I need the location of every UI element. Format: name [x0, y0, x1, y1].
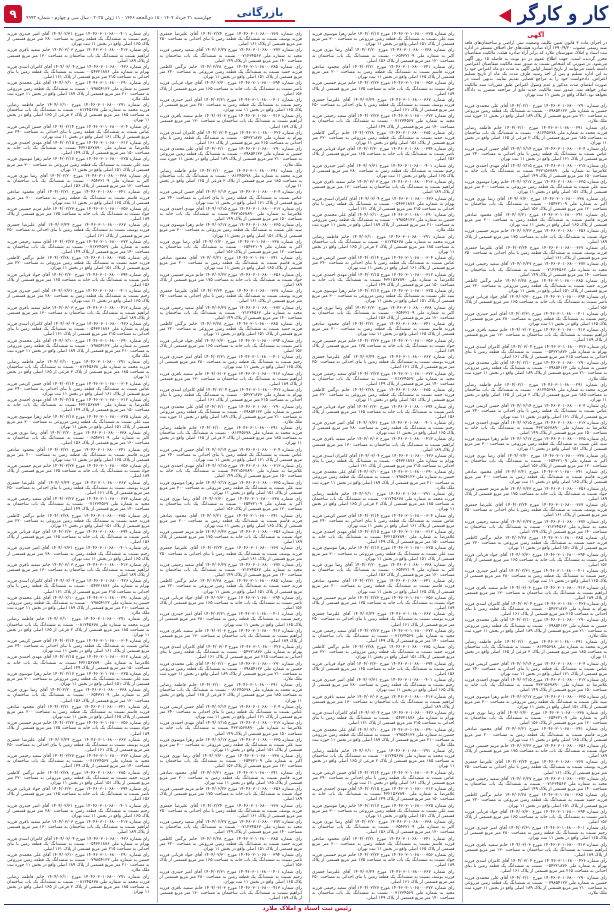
notice-entry: رای شماره ۱۴۰۴۶۰۳۰۱۰۶۸۰۰۰۳۸۵ مورخ ۱۴۰۴/۰۲/۲۸ خانم نرگس کاظمی فرزند حمید نسبت به ششدانگ یک قطعه زمین مزروعی به مساحت ۲۲۰ متر مربع قسمتی از پلاک ۱۵۱ اصلی واقع در بخش ۱۱ تهران. — [7, 256, 150, 272]
notice-entry: رای شماره ۱۴۰۴۶۰۳۰۱۰۶۸۰۰۰۳۴۱ مورخ ۱۴۰۴/۰۲/۲۱ آقای محمود صادقی فرزند قاسم نسبت به ششدانگ یک قطعه زمین به مساحت ۲۰۰ متر مربع قسمتی از پلاک ۱۶۵ اصلی واقع در بخش ۱۱ ثبت تهران. — [312, 322, 455, 338]
notice-entry: رای شماره ۱۴۰۴۶۰۳۰۱۰۶۸۰۰۰۳۳۸ مورخ ۱۴۰۴/۰۲/۲۰ آقای رضا نوری فرزند اکبر به شماره ملی ۰۰۶۵۴۳۲۱۰۹ نسبت به ششدانگ یک باب ساختمان به مساحت ۱۲۰ متر مربع قسمتی از پلاک ۱۵۶ اصلی. — [464, 196, 607, 212]
notice-entry: رای شماره ۱۴۰۴۶۰۳۰۱۰۶۸۰۰۰۴۱۳ مورخ ۱۴۰۴/۰۳/۰۳ خانم سمیه باقری فرزند ابراهیم نسبت به ششدانگ یک باب ساختمان به مساحت ۱۳۰ متر مربع قسمتی از پلاک ۱۸۹ اصلی. — [7, 305, 150, 321]
notice-entry: رای شماره ۱۴۰۴۶۰۳۰۱۰۶۸۰۰۰۲۹۱ مورخ ۱۴۰۴/۰۲/۱۰ خانم فاطمه رضایی فرزند محمد به شماره ملی ۰۰۸۱۲۴۵۶۷۸ نسبت به ششدانگ یک باب ساختمان به مساحت ۱۸۵ متر مربع قسمتی از پلاک ۲ فرعی از ۱۶۵ اصلی واقع در بخش ۱۱ تهران. — [312, 234, 455, 255]
notice-entry: رای شماره ۱۴۰۴۶۰۳۰۱۰۶۸۰۰۰۲۹۰ مورخ ۱۴۰۴/۰۲/۱۰ آقای علی محمدی فرزند حسین به شماره ملی ۰۰۷۹۸۵۴۱۲۳ نسبت به ششدانگ یک قطعه زمین مزروعی به مساحت ۲۱۰ متر مربع قسمتی از پلاک ۱۸۹ اصلی واقع در بخش ۱۱ حوزه ثبت ملک ملارد. — [312, 727, 455, 748]
notice-entry: رای شماره ۱۴۰۴۶۰۳۰۱۰۶۸۰۰۰۳۳۸ مورخ ۱۴۰۴/۰۲/۲۰ آقای رضا نوری فرزند اکبر به شماره ملی ۰۰۶۵۴۳۲۱۰۹ نسبت به ششدانگ یک باب ساختمان به مساحت ۱۲۰ متر مربع قسمتی از پلاک ۱۵۶ اصلی. — [464, 710, 607, 727]
notice-entry: رای شماره ۱۴۰۴۶۰۳۰۱۰۶۸۰۰۰۳۷۲ مورخ ۱۴۰۴/۰۲/۲۷ آقای سعید رحیمی فرزند مجید به شماره ملی ۰۰۷۱۲۳۴۵۶۷ نسبت به ششدانگ یک باب ساختمان به مساحت ۱۴۰ متر مربع قسمتی از پلاک ۱۴۹ اصلی. — [7, 754, 150, 770]
logo — [498, 3, 610, 25]
notice-entry: رای شماره ۱۴۰۴۶۰۳۰۱۰۶۸۰۰۰۳۶۷ مورخ ۱۴۰۴/۰۲/۲۴ آقای علیرضا جعفری فرزند یوسف نسبت به ششدانگ یک قطعه زمین با بنای احداثی به مساحت ۲۵۰ متر مربع قسمتی از پلاک ۱۶۱ اصلی. — [312, 355, 455, 371]
notice-entry: رای شماره ۱۴۰۴۶۰۳۰۱۰۶۸۰۰۰۴۲۶ مورخ ۱۴۰۴/۰۳/۰۴ آقای کامران اسدی فرزند بهرام به شماره ملی ۰۰۵۴۳۲۱۸۷۶ نسبت به ششدانگ یک قطعه زمین با بنای احداثی به مساحت ۲۱۵ متر مربع قسمتی از پلاک ۱۶۱ اصلی. — [159, 645, 302, 661]
page-number: ۹ — [4, 5, 22, 23]
notice-entry: رای شماره ۱۴۰۴۶۰۳۰۱۰۶۸۰۰۰۳۲۵ مورخ ۱۴۰۴/۰۲/۱۷ خانم زهرا موسوی فرزند سید علی نسبت به ششدانگ یک قطعه زمین مزروعی به مساحت ۳۰۰ متر مربع قسمتی از پلاک ۱۵۱ اصلی واقع در بخش ۱۱ تهران. — [312, 289, 455, 305]
page-header — [4, 2, 610, 26]
notice-entry: رای شماره ۱۴۰۴۶۰۳۰۱۰۶۸۰۰۰۴۰۱ مورخ ۱۴۰۴/۰۲/۳۱ آقای امیر حیدری فرزند رحیم نسبت به ششدانگ یک قطعه زمین به مساحت ۲۸۰ متر مربع قسمتی از پلاک ۱۶۵ اصلی واقع در بخش ۱۱ ثبت تهران. — [7, 32, 150, 48]
notice-entry: رای شماره ۱۴۰۴۶۰۳۰۱۰۶۸۰۰۰۴۰۱ مورخ ۱۴۰۴/۰۲/۳۱ آقای امیر حیدری فرزند رحیم نسبت به ششدانگ یک قطعه زمین به مساحت ۲۸۰ متر مربع قسمتی از پلاک ۱۶۵ اصلی واقع در بخش ۱۱ ثبت تهران. — [464, 826, 607, 842]
notice-entry: رای شماره ۱۴۰۴۶۰۳۰۱۰۶۸۰۰۰۴۱۳ مورخ ۱۴۰۴/۰۳/۰۳ خانم سمیه باقری فرزند ابراهیم نسبت به ششدانگ یک باب ساختمان به مساحت ۱۳۰ متر مربع قسمتی از پلاک ۱۸۹ اصلی. — [312, 180, 455, 196]
notice-entry: رای شماره ۱۴۰۴۶۰۳۰۱۰۶۸۰۰۰۳۶۷ مورخ ۱۴۰۴/۰۲/۲۴ آقای علیرضا جعفری فرزند یوسف نسبت به ششدانگ یک قطعه زمین با بنای احداثی به مساحت ۲۵۰ متر مربع قسمتی از پلاک ۱۶۱ اصلی. — [159, 289, 302, 305]
notice-entry: رای شماره ۱۴۰۴۶۰۳۰۱۰۶۸۰۰۰۳۵۶ مورخ ۱۴۰۴/۰۲/۲۳ خانم مریم حسینی فرزند جواد نسبت به ششدانگ یک باب خانه به مساحت ۱۷۵ متر مربع قسمتی از پلاک ۱۸۹ اصلی. — [7, 721, 150, 737]
notice-entry: رای شماره ۱۴۰۴۶۰۳۰۱۰۶۸۰۰۰۳۹۴ مورخ ۱۴۰۴/۰۲/۳۰ آقای جواد قربانی فرزند ناصر نسبت به ششدانگ یک باب خانه به مساحت ۱۶۵ متر مربع قسمتی از پلاک ۱۵۶ اصلی. — [464, 809, 608, 825]
notice-entry: رای شماره ۱۴۰۴۶۰۳۰۱۰۶۸۰۰۰۴۰۱ مورخ ۱۴۰۴/۰۲/۳۱ آقای امیر حیدری فرزند رحیم نسبت به ششدانگ یک قطعه زمین به مساحت ۲۸۰ متر مربع قسمتی از پلاک ۱۶۵ اصلی واقع در بخش ۱۱ ثبت تهران. — [464, 311, 607, 327]
notice-entry: رای شماره ۱۴۰۴۶۰۳۰۱۰۶۸۰۰۰۳۴۱ مورخ ۱۴۰۴/۰۲/۲۱ آقای محمود صادقی فرزند قاسم نسبت به ششدانگ یک قطعه زمین به مساحت ۲۰۰ متر مربع قسمتی از پلاک ۱۶۵ اصلی واقع در بخش ۱۱ ثبت تهران. — [312, 579, 455, 595]
notice-intro: در اجرای ماده ۳ قانون تعیین تکلیف وضعیت ثبتی اراضی و ساختمان‌های فاقد سند رسمی مصوب ۱۳۹۰/۹/۲۰ آراء صادره هیئت‌های حل اختلاف مستقر در اداره ثبت اسناد و املاک شهرستان ملارد که برابر آراء صادره هیئت، مالکیت متقاضیان محرز گردیده است، جهت اطلاع عموم در دو نوبت به فاصله ۱۵ روز آگهی می‌شود. در صورتی که اشخاص نسبت به صدور سند مالکیت متقاضیان اعتراضی داشته باشند می‌توانند از تاریخ انتشار اولین آگهی به مدت دو ماه اعتراض خود را به این اداره تسلیم و پس از اخذ رسید ظرف مدت یک ماه از تاریخ تسلیم اعتراض، دادخواست خود را به مراجع قضایی تقدیم نمایند. بدیهی است در صورت انقضای مدت مذکور و عدم وصول اعتراض طبق مقررات سند مالکیت صادر خواهد شد. صدور سند مالکیت جدید مانع از مراجعه متضرر به دادگاه نخواهد بود. املاک واقع در بخش ۱۱ ثبت تهران — [464, 41, 607, 99]
notice-entry: رای شماره ۱۴۰۴۶۰۳۰۱۰۶۸۰۰۰۴۰۱ مورخ ۱۴۰۴/۰۲/۳۱ آقای امیر حیدری فرزند رحیم نسبت به ششدانگ یک قطعه زمین به مساحت ۲۸۰ متر مربع قسمتی از پلاک ۱۶۵ اصلی واقع در بخش ۱۱ ثبت تهران. — [464, 569, 607, 585]
notice-entry: رای شماره ۱۴۰۴۶۰۳۰۱۰۶۸۰۰۰۳۷۲ مورخ ۱۴۰۴/۰۲/۲۷ آقای سعید رحیمی فرزند مجید به شماره ملی ۰۰۷۱۲۳۴۵۶۷ نسبت به ششدانگ یک باب ساختمان به مساحت ۱۴۰ متر مربع قسمتی از پلاک ۱۴۹ اصلی. — [159, 305, 303, 321]
notice-entry: رای شماره ۱۴۰۴۶۰۳۰۱۰۶۸۰۰۰۳۱۲ مورخ ۱۴۰۴/۰۲/۱۵ آقای مهدی احمدی فرزند غلامرضا به شماره ملی ۴۳۲۱۵۶۷۸۹۰ نسبت به ششدانگ یک باب خانه به مساحت ۱۵۰ متر مربع قسمتی از پلاک ۱۴۹ اصلی. — [159, 721, 302, 737]
notice-entry: رای شماره ۱۴۰۴۶۰۳۰۱۰۶۸۰۰۰۳۱۲ مورخ ۱۴۰۴/۰۲/۱۵ آقای مهدی احمدی فرزند غلامرضا به شماره ملی ۴۳۲۱۵۶۷۸۹۰ نسبت به ششدانگ یک باب خانه به مساحت ۱۵۰ متر مربع قسمتی از پلاک ۱۴۹ اصلی. — [159, 206, 302, 223]
notice-entry: رای شماره ۱۴۰۴۶۰۳۰۱۰۶۸۰۰۰۳۵۶ مورخ ۱۴۰۴/۰۲/۲۳ خانم مریم حسینی فرزند جواد نسبت به ششدانگ یک باب خانه به مساحت ۱۷۵ متر مربع قسمتی از پلاک ۱۸۹ اصلی. — [464, 486, 607, 502]
notice-entry: رای شماره ۱۴۰۴۶۰۳۰۱۰۶۸۰۰۰۳۷۲ مورخ ۱۴۰۴/۰۲/۲۷ آقای سعید رحیمی فرزند مجید به شماره ملی ۰۰۷۱۲۳۴۵۶۷ نسبت به ششدانگ یک باب ساختمان به مساحت ۱۴۰ متر مربع قسمتی از پلاک ۱۴۹ اصلی. — [464, 519, 608, 535]
notice-entry: رای شماره ۱۴۰۴۶۰۳۰۱۰۶۸۰۰۰۳۶۷ مورخ ۱۴۰۴/۰۲/۲۴ آقای علیرضا جعفری فرزند یوسف نسبت به ششدانگ یک قطعه زمین با بنای احداثی به مساحت ۲۵۰ متر مربع قسمتی از پلاک ۱۶۱ اصلی. — [159, 546, 302, 562]
notice-entry: رای شماره ۱۴۰۴۶۰۳۰۱۰۶۸۰۰۰۳۶۷ مورخ ۱۴۰۴/۰۲/۲۴ آقای علیرضا جعفری فرزند یوسف نسبت به ششدانگ یک قطعه زمین با بنای احداثی به مساحت ۲۵۰ متر مربع قسمتی از پلاک ۱۶۱ اصلی. — [7, 480, 150, 496]
notice-entry: رای شماره ۱۴۰۴۶۰۳۰۱۰۶۸۰۰۰۳۷۲ مورخ ۱۴۰۴/۰۲/۲۷ آقای سعید رحیمی فرزند مجید به شماره ملی ۰۰۷۱۲۳۴۵۶۷ نسبت به ششدانگ یک باب ساختمان به مساحت ۱۴۰ متر مربع قسمتی از پلاک ۱۴۹ اصلی. — [312, 114, 455, 130]
notice-entry: رای شماره ۱۴۰۴۶۰۳۰۱۰۶۸۰۰۰۳۷۲ مورخ ۱۴۰۴/۰۲/۲۷ آقای سعید رحیمی فرزند مجید به شماره ملی ۰۰۷۱۲۳۴۵۶۷ نسبت به ششدانگ یک باب ساختمان به مساحت ۱۴۰ متر مربع قسمتی از پلاک ۱۴۹ اصلی. — [464, 776, 608, 793]
notice-entry: رای شماره ۱۴۰۴۶۰۳۰۱۰۶۸۰۰۰۳۷۲ مورخ ۱۴۰۴/۰۲/۲۷ آقای سعید رحیمی فرزند مجید به شماره ملی ۰۰۷۱۲۳۴۵۶۷ نسبت به ششدانگ یک باب ساختمان به مساحت ۱۴۰ متر مربع قسمتی از پلاک ۱۴۹ اصلی. — [464, 262, 608, 278]
date-line: چهارشنبه ۲۱ خرداد ۱۴۰۴ - ۱۵ ذی‌الحجه ۱۴۴۶ - ۱۱ ژوئن ۲۰۲۵ - سال سی و چهارم - شماره ۹۹۹۳ — [26, 16, 212, 21]
notice-entry: رای شماره ۱۴۰۴۶۰۳۰۱۰۶۸۰۰۰۳۱۲ مورخ ۱۴۰۴/۰۲/۱۵ آقای مهدی احمدی فرزند غلامرضا به شماره ملی ۴۳۲۱۵۶۷۸۹۰ نسبت به ششدانگ یک باب خانه به مساحت ۱۵۰ متر مربع قسمتی از پلاک ۱۴۹ اصلی. — [7, 398, 150, 414]
notice-entry: رای شماره ۱۴۰۴۶۰۳۰۱۰۶۸۰۰۰۳۶۷ مورخ ۱۴۰۴/۰۲/۲۴ آقای علیرضا جعفری فرزند یوسف نسبت به ششدانگ یک قطعه زمین با بنای احداثی به مساحت ۲۵۰ متر مربع قسمتی از پلاک ۱۶۱ اصلی. — [7, 737, 150, 753]
notice-entry: رای شماره ۱۴۰۴۶۰۳۰۱۰۶۸۰۰۰۲۹۱ مورخ ۱۴۰۴/۰۲/۱۰ خانم فاطمه رضایی فرزند محمد به شماره ملی ۰۰۸۱۲۴۵۶۷۸ نسبت به ششدانگ یک باب ساختمان به مساحت ۱۸۵ متر مربع قسمتی از پلاک ۲ فرعی از ۱۶۵ اصلی واقع در بخش ۱۱ تهران. — [312, 491, 455, 513]
notice-entry: رای شماره ۱۴۰۴۶۰۳۰۱۰۶۸۰۰۰۲۹۰ مورخ ۱۴۰۴/۰۲/۱۰ آقای علی محمدی فرزند حسین به شماره ملی ۰۰۷۹۸۵۴۱۲۳ نسبت به ششدانگ یک قطعه زمین مزروعی به مساحت ۲۱۰ متر مربع قسمتی از پلاک ۱۸۹ اصلی واقع در بخش ۱۱ حوزه ثبت ملک ملارد. — [159, 404, 302, 425]
notice-entry: رای شماره ۱۴۰۴۶۰۳۰۱۰۶۸۰۰۰۳۶۷ مورخ ۱۴۰۴/۰۲/۲۴ آقای علیرضا جعفری فرزند یوسف نسبت به ششدانگ یک قطعه زمین با بنای احداثی به مساحت ۲۵۰ متر مربع قسمتی از پلاک ۱۶۱ اصلی. — [159, 32, 302, 48]
notice-entry: رای شماره ۱۴۰۴۶۰۳۰۱۰۶۸۰۰۰۳۹۴ مورخ ۱۴۰۴/۰۲/۳۰ آقای جواد قربانی فرزند ناصر نسبت به ششدانگ یک باب خانه به مساحت ۱۶۵ متر مربع قسمتی از پلاک ۱۵۶ اصلی. — [7, 787, 150, 803]
notice-entry: رای شماره ۱۴۰۴۶۰۳۰۱۰۶۸۰۰۰۳۸۵ مورخ ۱۴۰۴/۰۲/۲۸ خانم نرگس کاظمی فرزند حمید نسبت به ششدانگ یک قطعه زمین مزروعی به مساحت ۲۲۰ متر مربع قسمتی از پلاک ۱۵۱ اصلی واقع در بخش ۱۱ تهران. — [7, 770, 150, 786]
notice-entry: رای شماره ۱۴۰۴۶۰۳۰۱۰۶۸۰۰۰۴۱۳ مورخ ۱۴۰۴/۰۳/۰۳ خانم سمیه باقری فرزند ابراهیم نسبت به ششدانگ یک باب ساختمان به مساحت ۱۳۰ متر مربع قسمتی از پلاک ۱۸۹ اصلی. — [159, 628, 302, 644]
notice-entry: رای شماره ۱۴۰۴۶۰۳۰۱۰۶۸۰۰۰۳۴۱ مورخ ۱۴۰۴/۰۲/۲۱ آقای محمود صادقی فرزند قاسم نسبت به ششدانگ یک قطعه زمین به مساحت ۲۰۰ متر مربع قسمتی از پلاک ۱۶۵ اصلی واقع در بخش ۱۱ ثبت تهران. — [7, 704, 150, 721]
notice-entry: رای شماره ۱۴۰۴۶۰۳۰۱۰۶۸۰۰۰۳۶۷ مورخ ۱۴۰۴/۰۲/۲۴ آقای علیرضا جعفری فرزند یوسف نسبت به ششدانگ یک قطعه زمین با بنای احداثی به مساحت ۲۵۰ متر مربع قسمتی از پلاک ۱۶۱ اصلی. — [312, 97, 455, 114]
notice-entry: رای شماره ۱۴۰۴۶۰۳۰۱۰۶۸۰۰۰۳۸۵ مورخ ۱۴۰۴/۰۲/۲۸ خانم نرگس کاظمی فرزند حمید نسبت به ششدانگ یک قطعه زمین مزروعی به مساحت ۲۲۰ متر مربع قسمتی از پلاک ۱۵۱ اصلی واقع در بخش ۱۱ تهران. — [159, 836, 302, 852]
notice-entry: رای شماره ۱۴۰۴۶۰۳۰۱۰۶۸۰۰۰۳۱۲ مورخ ۱۴۰۴/۰۲/۱۵ آقای مهدی احمدی فرزند غلامرضا به شماره ملی ۴۳۲۱۵۶۷۸۹۰ نسبت به ششدانگ یک باب خانه به مساحت ۱۵۰ متر مربع قسمتی از پلاک ۱۴۹ اصلی. — [7, 655, 150, 671]
notice-entry: رای شماره ۱۴۰۴۶۰۳۰۱۰۶۸۰۰۰۳۰۴ مورخ ۱۴۰۴/۰۲/۱۴ آقای حسن کریمی فرزند عباس نسبت به ششدانگ یک قطعه زمین با بنای احداثی به مساحت ۲۴۰ متر مربع قسمتی از پلاک ۱۶۱ اصلی واقع در بخش ۱۱ ثبت تهران. — [312, 513, 455, 529]
notice-entry: رای شماره ۱۴۰۴۶۰۳۰۱۰۶۸۰۰۰۲۹۰ مورخ ۱۴۰۴/۰۲/۱۰ آقای علی محمدی فرزند حسین به شماره ملی ۰۰۷۹۸۵۴۱۲۳ نسبت به ششدانگ یک قطعه زمین مزروعی به مساحت ۲۱۰ متر مربع قسمتی از پلاک ۱۸۹ اصلی واقع در بخش ۱۱ حوزه ثبت ملک ملارد. — [159, 661, 302, 682]
notice-entry: رای شماره ۱۴۰۴۶۰۳۰۱۰۶۸۰۰۰۴۰۱ مورخ ۱۴۰۴/۰۲/۳۱ آقای امیر حیدری فرزند رحیم نسبت به ششدانگ یک قطعه زمین به مساحت ۲۸۰ متر مربع قسمتی از پلاک ۱۶۵ اصلی واقع در بخش ۱۱ ثبت تهران. — [7, 546, 150, 562]
notice-entry: رای شماره ۱۴۰۴۶۰۳۰۱۰۶۸۰۰۰۳۷۲ مورخ ۱۴۰۴/۰۲/۲۷ آقای سعید رحیمی فرزند مجید به شماره ملی ۰۰۷۱۲۳۴۵۶۷ نسبت به ششدانگ یک باب ساختمان به مساحت ۱۴۰ متر مربع قسمتی از پلاک ۱۴۹ اصلی. — [312, 628, 455, 644]
notice-entry: رای شماره ۱۴۰۴۶۰۳۰۱۰۶۸۰۰۰۳۴۱ مورخ ۱۴۰۴/۰۲/۲۱ آقای محمود صادقی فرزند قاسم نسبت به ششدانگ یک قطعه زمین به مساحت ۲۰۰ متر مربع قسمتی از پلاک ۱۶۵ اصلی واقع در بخش ۱۱ ثبت تهران. — [464, 727, 608, 743]
notice-entry: رای شماره ۱۴۰۴۶۰۳۰۱۰۶۸۰۰۰۳۲۵ مورخ ۱۴۰۴/۰۲/۱۷ خانم زهرا موسوی فرزند سید علی نسبت به ششدانگ یک قطعه زمین مزروعی به مساحت ۳۰۰ متر مربع قسمتی از پلاک ۱۵۱ اصلی واقع در بخش ۱۱ تهران. — [312, 546, 455, 562]
notice-entry: رای شماره ۱۴۰۴۶۰۳۰۱۰۶۸۰۰۰۳۱۲ مورخ ۱۴۰۴/۰۲/۱۵ آقای مهدی احمدی فرزند غلامرضا به شماره ملی ۴۳۲۱۵۶۷۸۹۰ نسبت به ششدانگ یک باب خانه به مساحت ۱۵۰ متر مربع قسمتی از پلاک ۱۴۹ اصلی. — [312, 529, 455, 546]
notice-entry: رای شماره ۱۴۰۴۶۰۳۰۱۰۶۸۰۰۰۳۷۲ مورخ ۱۴۰۴/۰۲/۲۷ آقای سعید رحیمی فرزند مجید به شماره ملی ۰۰۷۱۲۳۴۵۶۷ نسبت به ششدانگ یک باب ساختمان به مساحت ۱۴۰ متر مربع قسمتی از پلاک ۱۴۹ اصلی. — [312, 886, 455, 902]
notice-entry: رای شماره ۱۴۰۴۶۰۳۰۱۰۶۸۰۰۰۴۱۳ مورخ ۱۴۰۴/۰۳/۰۳ خانم سمیه باقری فرزند ابراهیم نسبت به ششدانگ یک باب ساختمان به مساحت ۱۳۰ متر مربع قسمتی از پلاک ۱۸۹ اصلی. — [312, 694, 455, 710]
notice-entry: رای شماره ۱۴۰۴۶۰۳۰۱۰۶۸۰۰۰۲۹۱ مورخ ۱۴۰۴/۰۲/۱۰ خانم فاطمه رضایی فرزند محمد به شماره ملی ۰۰۸۱۲۴۵۶۷۸ نسبت به ششدانگ یک باب ساختمان به مساحت ۱۸۵ متر مربع قسمتی از پلاک ۲ فرعی از ۱۶۵ اصلی واقع در بخش ۱۱ تهران. — [7, 617, 150, 638]
notice-entry: رای شماره ۱۴۰۴۶۰۳۰۱۰۶۸۰۰۰۲۹۰ مورخ ۱۴۰۴/۰۲/۱۰ آقای علی محمدی فرزند حسین به شماره ملی ۰۰۷۹۸۵۴۱۲۳ نسبت به ششدانگ یک قطعه زمین مزروعی به مساحت ۲۱۰ متر مربع قسمتی از پلاک ۱۸۹ اصلی واقع در بخش ۱۱ حوزه ثبت ملک ملارد. — [464, 875, 607, 896]
notice-entry: رای شماره ۱۴۰۴۶۰۳۰۱۰۶۸۰۰۰۴۰۱ مورخ ۱۴۰۴/۰۲/۳۱ آقای امیر حیدری فرزند رحیم نسبت به ششدانگ یک قطعه زمین به مساحت ۲۸۰ متر مربع قسمتی از پلاک ۱۶۵ اصلی واقع در بخش ۱۱ ثبت تهران. — [159, 355, 302, 371]
notice-entry: رای شماره ۱۴۰۴۶۰۳۰۱۰۶۸۰۰۰۳۶۷ مورخ ۱۴۰۴/۰۲/۲۴ آقای علیرضا جعفری فرزند یوسف نسبت به ششدانگ یک قطعه زمین با بنای احداثی به مساحت ۲۵۰ متر مربع قسمتی از پلاک ۱۶۱ اصلی. — [312, 612, 455, 628]
notice-entry: رای شماره ۱۴۰۴۶۰۳۰۱۰۶۸۰۰۰۳۶۷ مورخ ۱۴۰۴/۰۲/۲۴ آقای علیرضا جعفری فرزند یوسف نسبت به ششدانگ یک قطعه زمین با بنای احداثی به مساحت ۲۵۰ متر مربع قسمتی از پلاک ۱۶۱ اصلی. — [7, 223, 150, 239]
notice-entry: رای شماره ۱۴۰۴۶۰۳۰۱۰۶۸۰۰۰۳۰۴ مورخ ۱۴۰۴/۰۲/۱۴ آقای حسن کریمی فرزند عباس نسبت به ششدانگ یک قطعه زمین با بنای احداثی به مساحت ۲۴۰ متر مربع قسمتی از پلاک ۱۶۱ اصلی واقع در بخش ۱۱ ثبت تهران. — [312, 256, 455, 272]
notice-entry: رای شماره ۱۴۰۴۶۰۳۰۱۰۶۸۰۰۰۳۸۵ مورخ ۱۴۰۴/۰۲/۲۸ خانم نرگس کاظمی فرزند حمید نسبت به ششدانگ یک قطعه زمین مزروعی به مساحت ۲۲۰ متر مربع قسمتی از پلاک ۱۵۱ اصلی واقع در بخش ۱۱ تهران. — [7, 513, 150, 529]
notice-entry: رای شماره ۱۴۰۴۶۰۳۰۱۰۶۸۰۰۰۳۸۵ مورخ ۱۴۰۴/۰۲/۲۸ خانم نرگس کاظمی فرزند حمید نسبت به ششدانگ یک قطعه زمین مزروعی به مساحت ۲۲۰ متر مربع قسمتی از پلاک ۱۵۱ اصلی واقع در بخش ۱۱ تهران. — [312, 388, 455, 404]
notice-entry: رای شماره ۱۴۰۴۶۰۳۰۱۰۶۸۰۰۰۲۹۱ مورخ ۱۴۰۴/۰۲/۱۰ خانم فاطمه رضایی فرزند محمد به شماره ملی ۰۰۸۱۲۴۵۶۷۸ نسبت به ششدانگ یک باب ساختمان به مساحت ۱۸۵ متر مربع قسمتی از پلاک ۲ فرعی از ۱۶۵ اصلی واقع در بخش ۱۱ تهران. — [464, 640, 607, 661]
notice-entry: رای شماره ۱۴۰۴۶۰۳۰۱۰۶۸۰۰۰۴۲۶ مورخ ۱۴۰۴/۰۳/۰۴ آقای کامران اسدی فرزند بهرام به شماره ملی ۰۰۵۴۳۲۱۸۷۶ نسبت به ششدانگ یک قطعه زمین با بنای احداثی به مساحت ۲۱۵ متر مربع قسمتی از پلاک ۱۶۱ اصلی. — [159, 388, 302, 404]
column-2 — [309, 30, 457, 903]
notice-entry: رای شماره ۱۴۰۴۶۰۳۰۱۰۶۸۰۰۰۳۳۸ مورخ ۱۴۰۴/۰۲/۲۰ آقای رضا نوری فرزند اکبر به شماره ملی ۰۰۶۵۴۳۲۱۰۹ نسبت به ششدانگ یک باب ساختمان به مساحت ۱۲۰ متر مربع قسمتی از پلاک ۱۵۶ اصلی. — [159, 239, 302, 255]
notice-entry: رای شماره ۱۴۰۴۶۰۳۰۱۰۶۸۰۰۰۳۲۵ مورخ ۱۴۰۴/۰۲/۱۷ خانم زهرا موسوی فرزند سید علی نسبت به ششدانگ یک قطعه زمین مزروعی به مساحت ۳۰۰ متر مربع قسمتی از پلاک ۱۵۱ اصلی واقع در بخش ۱۱ تهران. — [159, 223, 302, 239]
notice-entry: رای شماره ۱۴۰۴۶۰۳۰۱۰۶۸۰۰۰۴۱۳ مورخ ۱۴۰۴/۰۳/۰۳ خانم سمیه باقری فرزند ابراهیم نسبت به ششدانگ یک باب ساختمان به مساحت ۱۳۰ متر مربع قسمتی از پلاک ۱۸۹ اصلی. — [159, 371, 302, 387]
notice-entry: رای شماره ۱۴۰۴۶۰۳۰۱۰۶۸۰۰۰۲۹۱ مورخ ۱۴۰۴/۰۲/۱۰ خانم فاطمه رضایی فرزند محمد به شماره ملی ۰۰۸۱۲۴۵۶۷۸ نسبت به ششدانگ یک باب ساختمان به مساحت ۱۸۵ متر مربع قسمتی از پلاک ۲ فرعی از ۱۶۵ اصلی واقع در بخش ۱۱ تهران. — [7, 874, 150, 895]
notice-entry: رای شماره ۱۴۰۴۶۰۳۰۱۰۶۸۰۰۰۳۳۸ مورخ ۱۴۰۴/۰۲/۲۰ آقای رضا نوری فرزند اکبر به شماره ملی ۰۰۶۵۴۳۲۱۰۹ نسبت به ششدانگ یک باب ساختمان به مساحت ۱۲۰ متر مربع قسمتی از پلاک ۱۵۶ اصلی. — [312, 562, 455, 579]
notice-entry: رای شماره ۱۴۰۴۶۰۳۰۱۰۶۸۰۰۰۳۱۲ مورخ ۱۴۰۴/۰۲/۱۵ آقای مهدی احمدی فرزند غلامرضا به شماره ملی ۴۳۲۱۵۶۷۸۹۰ نسبت به ششدانگ یک باب خانه به مساحت ۱۵۰ متر مربع قسمتی از پلاک ۱۴۹ اصلی. — [7, 141, 150, 157]
notice-entry: رای شماره ۱۴۰۴۶۰۳۰۱۰۶۸۰۰۰۲۹۱ مورخ ۱۴۰۴/۰۲/۱۰ خانم فاطمه رضایی فرزند محمد به شماره ملی ۰۰۸۱۲۴۵۶۷۸ نسبت به ششدانگ یک باب ساختمان به مساحت ۱۸۵ متر مربع قسمتی از پلاک ۲ فرعی از ۱۶۵ اصلی واقع در بخش ۱۱ تهران. — [7, 102, 150, 124]
notice-entry: رای شماره ۱۴۰۴۶۰۳۰۱۰۶۸۰۰۰۴۱۳ مورخ ۱۴۰۴/۰۳/۰۳ خانم سمیه باقری فرزند ابراهیم نسبت به ششدانگ یک باب ساختمان به مساحت ۱۳۰ متر مربع قسمتی از پلاک ۱۸۹ اصلی. — [7, 820, 150, 836]
notice-entry: رای شماره ۱۴۰۴۶۰۳۰۱۰۶۸۰۰۰۳۱۲ مورخ ۱۴۰۴/۰۲/۱۵ آقای مهدی احمدی فرزند غلامرضا به شماره ملی ۴۳۲۱۵۶۷۸۹۰ نسبت به ششدانگ یک باب خانه به مساحت ۱۵۰ متر مربع قسمتی از پلاک ۱۴۹ اصلی. — [464, 678, 607, 694]
notice-entry: رای شماره ۱۴۰۴۶۰۳۰۱۰۶۸۰۰۰۳۶۷ مورخ ۱۴۰۴/۰۲/۲۴ آقای علیرضا جعفری فرزند یوسف نسبت به ششدانگ یک قطعه زمین با بنای احداثی به مساحت ۲۵۰ متر مربع قسمتی از پلاک ۱۶۱ اصلی. — [464, 760, 607, 776]
notice-entry: رای شماره ۱۴۰۴۶۰۳۰۱۰۶۸۰۰۰۳۴۱ مورخ ۱۴۰۴/۰۲/۲۱ آقای محمود صادقی فرزند قاسم نسبت به ششدانگ یک قطعه زمین به مساحت ۲۰۰ متر مربع قسمتی از پلاک ۱۶۵ اصلی واقع در بخش ۱۱ ثبت تهران. — [312, 836, 455, 852]
notice-entry: رای شماره ۱۴۰۴۶۰۳۰۱۰۶۸۰۰۰۳۴۱ مورخ ۱۴۰۴/۰۲/۲۱ آقای محمود صادقی فرزند قاسم نسبت به ششدانگ یک قطعه زمین به مساحت ۲۰۰ متر مربع قسمتی از پلاک ۱۶۵ اصلی واقع در بخش ۱۱ ثبت تهران. — [464, 213, 608, 229]
notice-entry: رای شماره ۱۴۰۴۶۰۳۰۱۰۶۸۰۰۰۳۲۵ مورخ ۱۴۰۴/۰۲/۱۷ خانم زهرا موسوی فرزند سید علی نسبت به ششدانگ یک قطعه زمین مزروعی به مساحت ۳۰۰ متر مربع قسمتی از پلاک ۱۵۱ اصلی واقع در بخش ۱۱ تهران. — [312, 803, 455, 819]
notice-entry: رای شماره ۱۴۰۴۶۰۳۰۱۰۶۸۰۰۰۴۰۱ مورخ ۱۴۰۴/۰۲/۳۱ آقای امیر حیدری فرزند رحیم نسبت به ششدانگ یک قطعه زمین به مساحت ۲۸۰ متر مربع قسمتی از پلاک ۱۶۵ اصلی واقع در بخش ۱۱ ثبت تهران. — [159, 612, 302, 628]
notice-entry: رای شماره ۱۴۰۴۶۰۳۰۱۰۶۸۰۰۰۳۷۲ مورخ ۱۴۰۴/۰۲/۲۷ آقای سعید رحیمی فرزند مجید به شماره ملی ۰۰۷۱۲۳۴۵۶۷ نسبت به ششدانگ یک باب ساختمان به مساحت ۱۴۰ متر مربع قسمتی از پلاک ۱۴۹ اصلی. — [159, 562, 303, 579]
notice-entry: رای شماره ۱۴۰۴۶۰۳۰۱۰۶۸۰۰۰۴۲۶ مورخ ۱۴۰۴/۰۳/۰۴ آقای کامران اسدی فرزند بهرام به شماره ملی ۰۰۵۴۳۲۱۸۷۶ نسبت به ششدانگ یک قطعه زمین با بنای احداثی به مساحت ۲۱۵ متر مربع قسمتی از پلاک ۱۶۱ اصلی. — [312, 711, 455, 727]
notice-entry: رای شماره ۱۴۰۴۶۰۳۰۱۰۶۸۰۰۰۳۲۵ مورخ ۱۴۰۴/۰۲/۱۷ خانم زهرا موسوی فرزند سید علی نسبت به ششدانگ یک قطعه زمین مزروعی به مساحت ۳۰۰ متر مربع قسمتی از پلاک ۱۵۱ اصلی واقع در بخش ۱۱ تهران. — [464, 180, 607, 196]
logo-text: کار و کارگر — [518, 3, 608, 25]
notice-entry: رای شماره ۱۴۰۴۶۰۳۰۱۰۶۸۰۰۰۲۹۰ مورخ ۱۴۰۴/۰۲/۱۰ آقای علی محمدی فرزند حسین به شماره ملی ۰۰۷۹۸۵۴۱۲۳ نسبت به ششدانگ یک قطعه زمین مزروعی به مساحت ۲۱۰ متر مربع قسمتی از پلاک ۱۸۹ اصلی واقع در بخش ۱۱ حوزه ثبت ملک ملارد. — [7, 853, 150, 874]
notice-entry: رای شماره ۱۴۰۴۶۰۳۰۱۰۶۸۰۰۰۳۷۲ مورخ ۱۴۰۴/۰۲/۲۷ آقای سعید رحیمی فرزند مجید به شماره ملی ۰۰۷۱۲۳۴۵۶۷ نسبت به ششدانگ یک باب ساختمان به مساحت ۱۴۰ متر مربع قسمتی از پلاک ۱۴۹ اصلی. — [159, 48, 303, 64]
notice-entry: رای شماره ۱۴۰۴۶۰۳۰۱۰۶۸۰۰۰۲۹۱ مورخ ۱۴۰۴/۰۲/۱۰ خانم فاطمه رضایی فرزند محمد به شماره ملی ۰۰۸۱۲۴۵۶۷۸ نسبت به ششدانگ یک باب ساختمان به مساحت ۱۸۵ متر مربع قسمتی از پلاک ۲ فرعی از ۱۶۵ اصلی واقع در بخش ۱۱ تهران. — [159, 683, 302, 704]
notice-entry: رای شماره ۱۴۰۴۶۰۳۰۱۰۶۸۰۰۰۳۵۶ مورخ ۱۴۰۴/۰۲/۲۳ خانم مریم حسینی فرزند جواد نسبت به ششدانگ یک باب خانه به مساحت ۱۷۵ متر مربع قسمتی از پلاک ۱۸۹ اصلی. — [159, 787, 302, 803]
notice-entry: رای شماره ۱۴۰۴۶۰۳۰۱۰۶۸۰۰۰۳۶۷ مورخ ۱۴۰۴/۰۲/۲۴ آقای علیرضا جعفری فرزند یوسف نسبت به ششدانگ یک قطعه زمین با بنای احداثی به مساحت ۲۵۰ متر مربع قسمتی از پلاک ۱۶۱ اصلی. — [464, 503, 607, 519]
footer-signature: رئیس ثبت اسناد و املاک ملارد — [262, 905, 352, 912]
notice-entry: رای شماره ۱۴۰۴۶۰۳۰۱۰۶۸۰۰۰۴۰۱ مورخ ۱۴۰۴/۰۲/۳۱ آقای امیر حیدری فرزند رحیم نسبت به ششدانگ یک قطعه زمین به مساحت ۲۸۰ متر مربع قسمتی از پلاک ۱۶۵ اصلی واقع در بخش ۱۱ ثبت تهران. — [159, 869, 302, 885]
notice-entry: رای شماره ۱۴۰۴۶۰۳۰۱۰۶۸۰۰۰۴۲۶ مورخ ۱۴۰۴/۰۳/۰۴ آقای کامران اسدی فرزند بهرام به شماره ملی ۰۰۵۴۳۲۱۸۷۶ نسبت به ششدانگ یک قطعه زمین با بنای احداثی به مساحت ۲۱۵ متر مربع قسمتی از پلاک ۱۶۱ اصلی. — [159, 130, 302, 146]
notice-entry: رای شماره ۱۴۰۴۶۰۳۰۱۰۶۸۰۰۰۴۱۳ مورخ ۱۴۰۴/۰۳/۰۳ خانم سمیه باقری فرزند ابراهیم نسبت به ششدانگ یک باب ساختمان به مساحت ۱۳۰ متر مربع قسمتی از پلاک ۱۸۹ اصلی. — [7, 48, 150, 64]
notice-entry: رای شماره ۱۴۰۴۶۰۳۰۱۰۶۸۰۰۰۳۲۵ مورخ ۱۴۰۴/۰۲/۱۷ خانم زهرا موسوی فرزند سید علی نسبت به ششدانگ یک قطعه زمین مزروعی به مساحت ۳۰۰ متر مربع قسمتی از پلاک ۱۵۱ اصلی واقع در بخش ۱۱ تهران. — [464, 694, 607, 710]
notice-entry: رای شماره ۱۴۰۴۶۰۳۰۱۰۶۸۰۰۰۳۳۸ مورخ ۱۴۰۴/۰۲/۲۰ آقای رضا نوری فرزند اکبر به شماره ملی ۰۰۶۵۴۳۲۱۰۹ نسبت به ششدانگ یک باب ساختمان به مساحت ۱۲۰ متر مربع قسمتی از پلاک ۱۵۶ اصلی. — [464, 453, 607, 469]
notice-entry: رای شماره ۱۴۰۴۶۰۳۰۱۰۶۸۰۰۰۳۸۵ مورخ ۱۴۰۴/۰۲/۲۸ خانم نرگس کاظمی فرزند حمید نسبت به ششدانگ یک قطعه زمین مزروعی به مساحت ۲۲۰ متر مربع قسمتی از پلاک ۱۵۱ اصلی واقع در بخش ۱۱ تهران. — [312, 130, 455, 146]
notice-entry: رای شماره ۱۴۰۴۶۰۳۰۱۰۶۸۰۰۰۳۵۶ مورخ ۱۴۰۴/۰۲/۲۳ خانم مریم حسینی فرزند جواد نسبت به ششدانگ یک باب خانه به مساحت ۱۷۵ متر مربع قسمتی از پلاک ۱۸۹ اصلی. — [7, 206, 150, 223]
notice-entry: رای شماره ۱۴۰۴۶۰۳۰۱۰۶۸۰۰۰۳۸۵ مورخ ۱۴۰۴/۰۲/۲۸ خانم نرگس کاظمی فرزند حمید نسبت به ششدانگ یک قطعه زمین مزروعی به مساحت ۲۲۰ متر مربع قسمتی از پلاک ۱۵۱ اصلی واقع در بخش ۱۱ تهران. — [159, 322, 302, 338]
notice-entry: رای شماره ۱۴۰۴۶۰۳۰۱۰۶۸۰۰۰۳۵۶ مورخ ۱۴۰۴/۰۲/۲۳ خانم مریم حسینی فرزند جواد نسبت به ششدانگ یک باب خانه به مساحت ۱۷۵ متر مربع قسمتی از پلاک ۱۸۹ اصلی. — [312, 595, 455, 612]
notice-title: آگهی — [527, 31, 545, 39]
notice-entry: رای شماره ۱۴۰۴۶۰۳۰۱۰۶۸۰۰۰۳۳۸ مورخ ۱۴۰۴/۰۲/۲۰ آقای رضا نوری فرزند اکبر به شماره ملی ۰۰۶۵۴۳۲۱۰۹ نسبت به ششدانگ یک باب ساختمان به مساحت ۱۲۰ متر مربع قسمتی از پلاک ۱۵۶ اصلی. — [159, 497, 302, 513]
notice-entry: رای شماره ۱۴۰۴۶۰۳۰۱۰۶۸۰۰۰۴۱۳ مورخ ۱۴۰۴/۰۳/۰۳ خانم سمیه باقری فرزند ابراهیم نسبت به ششدانگ یک باب ساختمان به مساحت ۱۳۰ متر مربع قسمتی از پلاک ۱۸۹ اصلی. — [312, 437, 455, 453]
notice-entry: رای شماره ۱۴۰۴۶۰۳۰۱۰۶۸۰۰۰۳۴۱ مورخ ۱۴۰۴/۰۲/۲۱ آقای محمود صادقی فرزند قاسم نسبت به ششدانگ یک قطعه زمین به مساحت ۲۰۰ متر مربع قسمتی از پلاک ۱۶۵ اصلی واقع در بخش ۱۱ ثبت تهران. — [159, 256, 303, 272]
notice-entry: رای شماره ۱۴۰۴۶۰۳۰۱۰۶۸۰۰۰۴۱۳ مورخ ۱۴۰۴/۰۳/۰۳ خانم سمیه باقری فرزند ابراهیم نسبت به ششدانگ یک باب ساختمان به مساحت ۱۳۰ متر مربع قسمتی از پلاک ۱۸۹ اصلی. — [464, 585, 607, 601]
notice-entry: رای شماره ۱۴۰۴۶۰۳۰۱۰۶۸۰۰۰۳۱۲ مورخ ۱۴۰۴/۰۲/۱۵ آقای مهدی احمدی فرزند غلامرضا به شماره ملی ۴۳۲۱۵۶۷۸۹۰ نسبت به ششدانگ یک باب خانه به مساحت ۱۵۰ متر مربع قسمتی از پلاک ۱۴۹ اصلی. — [312, 272, 455, 288]
notice-entry: رای شماره ۱۴۰۴۶۰۳۰۱۰۶۸۰۰۰۴۲۶ مورخ ۱۴۰۴/۰۳/۰۴ آقای کامران اسدی فرزند بهرام به شماره ملی ۰۰۵۴۳۲۱۸۷۶ نسبت به ششدانگ یک قطعه زمین با بنای احداثی به مساحت ۲۱۵ متر مربع قسمتی از پلاک ۱۶۱ اصلی. — [464, 344, 607, 360]
notice-entry: رای شماره ۱۴۰۴۶۰۳۰۱۰۶۸۰۰۰۳۶۷ مورخ ۱۴۰۴/۰۲/۲۴ آقای علیرضا جعفری فرزند یوسف نسبت به ششدانگ یک قطعه زمین با بنای احداثی به مساحت ۲۵۰ متر مربع قسمتی از پلاک ۱۶۱ اصلی. — [312, 869, 455, 885]
column-1 — [462, 30, 610, 903]
notice-entry: رای شماره ۱۴۰۴۶۰۳۰۱۰۶۸۰۰۰۳۲۵ مورخ ۱۴۰۴/۰۲/۱۷ خانم زهرا موسوی فرزند سید علی نسبت به ششدانگ یک قطعه زمین مزروعی به مساحت ۳۰۰ متر مربع قسمتی از پلاک ۱۵۱ اصلی واقع در بخش ۱۱ تهران. — [7, 157, 150, 173]
notice-entry: رای شماره ۱۴۰۴۶۰۳۰۱۰۶۸۰۰۰۳۹۴ مورخ ۱۴۰۴/۰۲/۳۰ آقای جواد قربانی فرزند ناصر نسبت به ششدانگ یک باب خانه به مساحت ۱۶۵ متر مربع قسمتی از پلاک ۱۵۶ اصلی. — [159, 595, 303, 612]
notice-columns — [5, 30, 609, 903]
notice-entry: رای شماره ۱۴۰۴۶۰۳۰۱۰۶۸۰۰۰۳۸۵ مورخ ۱۴۰۴/۰۲/۲۸ خانم نرگس کاظمی فرزند حمید نسبت به ششدانگ یک قطعه زمین مزروعی به مساحت ۲۲۰ متر مربع قسمتی از پلاک ۱۵۱ اصلی واقع در بخش ۱۱ تهران. — [464, 278, 607, 295]
notice-entry: رای شماره ۱۴۰۴۶۰۳۰۱۰۶۸۰۰۰۳۸۵ مورخ ۱۴۰۴/۰۲/۲۸ خانم نرگس کاظمی فرزند حمید نسبت به ششدانگ یک قطعه زمین مزروعی به مساحت ۲۲۰ متر مربع قسمتی از پلاک ۱۵۱ اصلی واقع در بخش ۱۱ تهران. — [464, 536, 607, 552]
column-1-entries — [463, 104, 610, 903]
notice-entry: رای شماره ۱۴۰۴۶۰۳۰۱۰۶۸۰۰۰۳۵۶ مورخ ۱۴۰۴/۰۲/۲۳ خانم مریم حسینی فرزند جواد نسبت به ششدانگ یک باب خانه به مساحت ۱۷۵ متر مربع قسمتی از پلاک ۱۸۹ اصلی. — [312, 338, 455, 354]
notice-entry: رای شماره ۱۴۰۴۶۰۳۰۱۰۶۸۰۰۰۳۴۱ مورخ ۱۴۰۴/۰۲/۲۱ آقای محمود صادقی فرزند قاسم نسبت به ششدانگ یک قطعه زمین به مساحت ۲۰۰ متر مربع قسمتی از پلاک ۱۶۵ اصلی واقع در بخش ۱۱ ثبت تهران. — [159, 513, 303, 529]
notice-entry: رای شماره ۱۴۰۴۶۰۳۰۱۰۶۸۰۰۰۲۹۰ مورخ ۱۴۰۴/۰۲/۱۰ آقای علی محمدی فرزند حسین به شماره ملی ۰۰۷۹۸۵۴۱۲۳ نسبت به ششدانگ یک قطعه زمین مزروعی به مساحت ۲۱۰ متر مربع قسمتی از پلاک ۱۸۹ اصلی واقع در بخش ۱۱ حوزه ثبت ملک ملارد. — [7, 338, 150, 359]
notice-entry: رای شماره ۱۴۰۴۶۰۳۰۱۰۶۸۰۰۰۲۹۰ مورخ ۱۴۰۴/۰۲/۱۰ آقای علی محمدی فرزند حسین به شماره ملی ۰۰۷۹۸۵۴۱۲۳ نسبت به ششدانگ یک قطعه زمین مزروعی به مساحت ۲۱۰ متر مربع قسمتی از پلاک ۱۸۹ اصلی واقع در بخش ۱۱ حوزه ثبت ملک ملارد. — [312, 213, 455, 234]
notice-entry: رای شماره ۱۴۰۴۶۰۳۰۱۰۶۸۰۰۰۳۱۲ مورخ ۱۴۰۴/۰۲/۱۵ آقای مهدی احمدی فرزند غلامرضا به شماره ملی ۴۳۲۱۵۶۷۸۹۰ نسبت به ششدانگ یک باب خانه به مساحت ۱۵۰ متر مربع قسمتی از پلاک ۱۴۹ اصلی. — [464, 420, 607, 436]
notice-entry: رای شماره ۱۴۰۴۶۰۳۰۱۰۶۸۰۰۰۳۷۲ مورخ ۱۴۰۴/۰۲/۲۷ آقای سعید رحیمی فرزند مجید به شماره ملی ۰۰۷۱۲۳۴۵۶۷ نسبت به ششدانگ یک باب ساختمان به مساحت ۱۴۰ متر مربع قسمتی از پلاک ۱۴۹ اصلی. — [7, 497, 150, 513]
notice-entry: رای شماره ۱۴۰۴۶۰۳۰۱۰۶۸۰۰۰۳۳۸ مورخ ۱۴۰۴/۰۲/۲۰ آقای رضا نوری فرزند اکبر به شماره ملی ۰۰۶۵۴۳۲۱۰۹ نسبت به ششدانگ یک باب ساختمان به مساحت ۱۲۰ متر مربع قسمتی از پلاک ۱۵۶ اصلی. — [7, 688, 150, 704]
notice-entry: رای شماره ۱۴۰۴۶۰۳۰۱۰۶۸۰۰۰۴۱۳ مورخ ۱۴۰۴/۰۳/۰۳ خانم سمیه باقری فرزند ابراهیم نسبت به ششدانگ یک باب ساختمان به مساحت ۱۳۰ متر مربع قسمتی از پلاک ۱۸۹ اصلی. — [159, 886, 302, 902]
notice-entry: رای شماره ۱۴۰۴۶۰۳۰۱۰۶۸۰۰۰۳۹۴ مورخ ۱۴۰۴/۰۲/۳۰ آقای جواد قربانی فرزند ناصر نسبت به ششدانگ یک باب خانه به مساحت ۱۶۵ متر مربع قسمتی از پلاک ۱۵۶ اصلی. — [159, 338, 303, 354]
notice-entry: رای شماره ۱۴۰۴۶۰۳۰۱۰۶۸۰۰۰۴۲۶ مورخ ۱۴۰۴/۰۳/۰۴ آقای کامران اسدی فرزند بهرام به شماره ملی ۰۰۵۴۳۲۱۸۷۶ نسبت به ششدانگ یک قطعه زمین با بنای احداثی به مساحت ۲۱۵ متر مربع قسمتی از پلاک ۱۶۱ اصلی. — [7, 836, 150, 852]
column-3 — [157, 30, 305, 903]
notice-entry: رای شماره ۱۴۰۴۶۰۳۰۱۰۶۸۰۰۰۳۶۷ مورخ ۱۴۰۴/۰۲/۲۴ آقای علیرضا جعفری فرزند یوسف نسبت به ششدانگ یک قطعه زمین با بنای احداثی به مساحت ۲۵۰ متر مربع قسمتی از پلاک ۱۶۱ اصلی. — [464, 245, 607, 262]
notice-entry: رای شماره ۱۴۰۴۶۰۳۰۱۰۶۸۰۰۰۳۹۴ مورخ ۱۴۰۴/۰۲/۳۰ آقای جواد قربانی فرزند ناصر نسبت به ششدانگ یک باب خانه به مساحت ۱۶۵ متر مربع قسمتی از پلاک ۱۵۶ اصلی. — [159, 853, 303, 869]
logo-arrow-icon — [499, 5, 517, 22]
notice-entry: رای شماره ۱۴۰۴۶۰۳۰۱۰۶۸۰۰۰۴۰۱ مورخ ۱۴۰۴/۰۲/۳۱ آقای امیر حیدری فرزند رحیم نسبت به ششدانگ یک قطعه زمین به مساحت ۲۸۰ متر مربع قسمتی از پلاک ۱۶۵ اصلی واقع در بخش ۱۱ ثبت تهران. — [312, 678, 455, 694]
notice-entry: رای شماره ۱۴۰۴۶۰۳۰۱۰۶۸۰۰۰۳۵۶ مورخ ۱۴۰۴/۰۲/۲۳ خانم مریم حسینی فرزند جواد نسبت به ششدانگ یک باب خانه به مساحت ۱۷۵ متر مربع قسمتی از پلاک ۱۸۹ اصلی. — [464, 229, 607, 245]
notice-entry: رای شماره ۱۴۰۴۶۰۳۰۱۰۶۸۰۰۰۲۹۰ مورخ ۱۴۰۴/۰۲/۱۰ آقای علی محمدی فرزند حسین به شماره ملی ۰۰۷۹۸۵۴۱۲۳ نسبت به ششدانگ یک قطعه زمین مزروعی به مساحت ۲۱۰ متر مربع قسمتی از پلاک ۱۸۹ اصلی واقع در بخش ۱۱ حوزه ثبت ملک ملارد. — [7, 595, 150, 617]
notice-entry: رای شماره ۱۴۰۴۶۰۳۰۱۰۶۸۰۰۰۳۵۶ مورخ ۱۴۰۴/۰۲/۲۳ خانم مریم حسینی فرزند جواد نسبت به ششدانگ یک باب خانه به مساحت ۱۷۵ متر مربع قسمتی از پلاک ۱۸۹ اصلی. — [7, 464, 150, 480]
section-title: بازرگانی — [225, 6, 296, 22]
notice-entry: رای شماره ۱۴۰۴۶۰۳۰۱۰۶۸۰۰۰۳۵۶ مورخ ۱۴۰۴/۰۲/۲۳ خانم مریم حسینی فرزند جواد نسبت به ششدانگ یک باب خانه به مساحت ۱۷۵ متر مربع قسمتی از پلاک ۱۸۹ اصلی. — [312, 81, 455, 97]
header-divider — [4, 27, 610, 28]
notice-entry: رای شماره ۱۴۰۴۶۰۳۰۱۰۶۸۰۰۰۳۷۲ مورخ ۱۴۰۴/۰۲/۲۷ آقای سعید رحیمی فرزند مجید به شماره ملی ۰۰۷۱۲۳۴۵۶۷ نسبت به ششدانگ یک باب ساختمان به مساحت ۱۴۰ متر مربع قسمتی از پلاک ۱۴۹ اصلی. — [159, 820, 303, 836]
notice-entry: رای شماره ۱۴۰۴۶۰۳۰۱۰۶۸۰۰۰۳۰۴ مورخ ۱۴۰۴/۰۲/۱۴ آقای حسن کریمی فرزند عباس نسبت به ششدانگ یک قطعه زمین با بنای احداثی به مساحت ۲۴۰ متر مربع قسمتی از پلاک ۱۶۱ اصلی واقع در بخش ۱۱ ثبت تهران. — [7, 124, 150, 140]
notice-entry: رای شماره ۱۴۰۴۶۰۳۰۱۰۶۸۰۰۰۳۲۵ مورخ ۱۴۰۴/۰۲/۱۷ خانم زهرا موسوی فرزند سید علی نسبت به ششدانگ یک قطعه زمین مزروعی به مساحت ۳۰۰ متر مربع قسمتی از پلاک ۱۵۱ اصلی واقع در بخش ۱۱ تهران. — [464, 437, 607, 453]
notice-entry: رای شماره ۱۴۰۴۶۰۳۰۱۰۶۸۰۰۰۲۹۰ مورخ ۱۴۰۴/۰۲/۱۰ آقای علی محمدی فرزند حسین به شماره ملی ۰۰۷۹۸۵۴۱۲۳ نسبت به ششدانگ یک قطعه زمین مزروعی به مساحت ۲۱۰ متر مربع قسمتی از پلاک ۱۸۹ اصلی واقع در بخش ۱۱ حوزه ثبت ملک ملارد. — [464, 618, 607, 639]
notice-entry: رای شماره ۱۴۰۴۶۰۳۰۱۰۶۸۰۰۰۴۲۶ مورخ ۱۴۰۴/۰۳/۰۴ آقای کامران اسدی فرزند بهرام به شماره ملی ۰۰۵۴۳۲۱۸۷۶ نسبت به ششدانگ یک قطعه زمین با بنای احداثی به مساحت ۲۱۵ متر مربع قسمتی از پلاک ۱۶۱ اصلی. — [7, 322, 150, 338]
notice-entry: رای شماره ۱۴۰۴۶۰۳۰۱۰۶۸۰۰۰۳۰۴ مورخ ۱۴۰۴/۰۲/۱۴ آقای حسن کریمی فرزند عباس نسبت به ششدانگ یک قطعه زمین با بنای احداثی به مساحت ۲۴۰ متر مربع قسمتی از پلاک ۱۶۱ اصلی واقع در بخش ۱۱ ثبت تهران. — [7, 638, 150, 655]
notice-entry: رای شماره ۱۴۰۴۶۰۳۰۱۰۶۸۰۰۰۳۳۸ مورخ ۱۴۰۴/۰۲/۲۰ آقای رضا نوری فرزند اکبر به شماره ملی ۰۰۶۵۴۳۲۱۰۹ نسبت به ششدانگ یک باب ساختمان به مساحت ۱۲۰ متر مربع قسمتی از پلاک ۱۵۶ اصلی. — [159, 754, 302, 770]
notice-entry: رای شماره ۱۴۰۴۶۰۳۰۱۰۶۸۰۰۰۳۹۴ مورخ ۱۴۰۴/۰۲/۳۰ آقای جواد قربانی فرزند ناصر نسبت به ششدانگ یک باب خانه به مساحت ۱۶۵ متر مربع قسمتی از پلاک ۱۵۶ اصلی. — [312, 404, 455, 420]
notice-entry: رای شماره ۱۴۰۴۶۰۳۰۱۰۶۸۰۰۰۳۲۵ مورخ ۱۴۰۴/۰۲/۱۷ خانم زهرا موسوی فرزند سید علی نسبت به ششدانگ یک قطعه زمین مزروعی به مساحت ۳۰۰ متر مربع قسمتی از پلاک ۱۵۱ اصلی واقع در بخش ۱۱ تهران. — [7, 414, 150, 430]
notice-entry: رای شماره ۱۴۰۴۶۰۳۰۱۰۶۸۰۰۰۳۹۴ مورخ ۱۴۰۴/۰۲/۳۰ آقای جواد قربانی فرزند ناصر نسبت به ششدانگ یک باب خانه به مساحت ۱۶۵ متر مربع قسمتی از پلاک ۱۵۶ اصلی. — [464, 295, 608, 311]
notice-entry: رای شماره ۱۴۰۴۶۰۳۰۱۰۶۸۰۰۰۳۹۴ مورخ ۱۴۰۴/۰۲/۳۰ آقای جواد قربانی فرزند ناصر نسبت به ششدانگ یک باب خانه به مساحت ۱۶۵ متر مربع قسمتی از پلاک ۱۵۶ اصلی. — [312, 147, 455, 163]
notice-entry: رای شماره ۱۴۰۴۶۰۳۰۱۰۶۸۰۰۰۳۶۷ مورخ ۱۴۰۴/۰۲/۲۴ آقای علیرضا جعفری فرزند یوسف نسبت به ششدانگ یک قطعه زمین با بنای احداثی به مساحت ۲۵۰ متر مربع قسمتی از پلاک ۱۶۱ اصلی. — [159, 803, 302, 819]
notice-entry: رای شماره ۱۴۰۴۶۰۳۰۱۰۶۸۰۰۰۳۹۴ مورخ ۱۴۰۴/۰۲/۳۰ آقای جواد قربانی فرزند ناصر نسبت به ششدانگ یک باب خانه به مساحت ۱۶۵ متر مربع قسمتی از پلاک ۱۵۶ اصلی. — [312, 661, 455, 677]
notice-entry: رای شماره ۱۴۰۴۶۰۳۰۱۰۶۸۰۰۰۳۴۱ مورخ ۱۴۰۴/۰۲/۲۱ آقای محمود صادقی فرزند قاسم نسبت به ششدانگ یک قطعه زمین به مساحت ۲۰۰ متر مربع قسمتی از پلاک ۱۶۵ اصلی واقع در بخش ۱۱ ثبت تهران. — [7, 190, 150, 206]
notice-entry: رای شماره ۱۴۰۴۶۰۳۰۱۰۶۸۰۰۰۴۱۳ مورخ ۱۴۰۴/۰۳/۰۳ خانم سمیه باقری فرزند ابراهیم نسبت به ششدانگ یک باب ساختمان به مساحت ۱۳۰ متر مربع قسمتی از پلاک ۱۸۹ اصلی. — [7, 562, 150, 579]
notice-entry: رای شماره ۱۴۰۴۶۰۳۰۱۰۶۸۰۰۰۳۳۸ مورخ ۱۴۰۴/۰۲/۲۰ آقای رضا نوری فرزند اکبر به شماره ملی ۰۰۶۵۴۳۲۱۰۹ نسبت به ششدانگ یک باب ساختمان به مساحت ۱۲۰ متر مربع قسمتی از پلاک ۱۵۶ اصلی. — [312, 48, 455, 64]
notice-entry: رای شماره ۱۴۰۴۶۰۳۰۱۰۶۸۰۰۰۳۲۵ مورخ ۱۴۰۴/۰۲/۱۷ خانم زهرا موسوی فرزند سید علی نسبت به ششدانگ یک قطعه زمین مزروعی به مساحت ۳۰۰ متر مربع قسمتی از پلاک ۱۵۱ اصلی واقع در بخش ۱۱ تهران. — [159, 737, 302, 753]
notice-entry: رای شماره ۱۴۰۴۶۰۳۰۱۰۶۸۰۰۰۳۹۴ مورخ ۱۴۰۴/۰۲/۳۰ آقای جواد قربانی فرزند ناصر نسبت به ششدانگ یک باب خانه به مساحت ۱۶۵ متر مربع قسمتی از پلاک ۱۵۶ اصلی. — [159, 81, 303, 97]
notice-entry: رای شماره ۱۴۰۴۶۰۳۰۱۰۶۸۰۰۰۴۰۱ مورخ ۱۴۰۴/۰۲/۳۱ آقای امیر حیدری فرزند رحیم نسبت به ششدانگ یک قطعه زمین به مساحت ۲۸۰ متر مربع قسمتی از پلاک ۱۶۵ اصلی واقع در بخش ۱۱ ثبت تهران. — [312, 163, 455, 179]
notice-entry: رای شماره ۱۴۰۴۶۰۳۰۱۰۶۸۰۰۰۳۸۵ مورخ ۱۴۰۴/۰۲/۲۸ خانم نرگس کاظمی فرزند حمید نسبت به ششدانگ یک قطعه زمین مزروعی به مساحت ۲۲۰ متر مربع قسمتی از پلاک ۱۵۱ اصلی واقع در بخش ۱۱ تهران. — [312, 645, 455, 661]
notice-entry: رای شماره ۱۴۰۴۶۰۳۰۱۰۶۸۰۰۰۲۹۱ مورخ ۱۴۰۴/۰۲/۱۰ خانم فاطمه رضایی فرزند محمد به شماره ملی ۰۰۸۱۲۴۵۶۷۸ نسبت به ششدانگ یک باب ساختمان به مساحت ۱۸۵ متر مربع قسمتی از پلاک ۲ فرعی از ۱۶۵ اصلی واقع در بخش ۱۱ تهران. — [7, 360, 150, 381]
notice-entry: رای شماره ۱۴۰۴۶۰۳۰۱۰۶۸۰۰۰۳۴۱ مورخ ۱۴۰۴/۰۲/۲۱ آقای محمود صادقی فرزند قاسم نسبت به ششدانگ یک قطعه زمین به مساحت ۲۰۰ متر مربع قسمتی از پلاک ۱۶۵ اصلی واقع در بخش ۱۱ ثبت تهران. — [159, 770, 303, 786]
notice-entry: رای شماره ۱۴۰۴۶۰۳۰۱۰۶۸۰۰۰۳۰۴ مورخ ۱۴۰۴/۰۲/۱۴ آقای حسن کریمی فرزند عباس نسبت به ششدانگ یک قطعه زمین با بنای احداثی به مساحت ۲۴۰ متر مربع قسمتی از پلاک ۱۶۱ اصلی واقع در بخش ۱۱ ثبت تهران. — [464, 147, 607, 163]
notice-entry: رای شماره ۱۴۰۴۶۰۳۰۱۰۶۸۰۰۰۴۲۶ مورخ ۱۴۰۴/۰۳/۰۴ آقای کامران اسدی فرزند بهرام به شماره ملی ۰۰۵۴۳۲۱۸۷۶ نسبت به ششدانگ یک قطعه زمین با بنای احداثی به مساحت ۲۱۵ متر مربع قسمتی از پلاک ۱۶۱ اصلی. — [7, 579, 150, 595]
notice-entry: رای شماره ۱۴۰۴۶۰۳۰۱۰۶۸۰۰۰۳۳۸ مورخ ۱۴۰۴/۰۲/۲۰ آقای رضا نوری فرزند اکبر به شماره ملی ۰۰۶۵۴۳۲۱۰۹ نسبت به ششدانگ یک باب ساختمان به مساحت ۱۲۰ متر مربع قسمتی از پلاک ۱۵۶ اصلی. — [7, 173, 150, 190]
notice-entry: رای شماره ۱۴۰۴۶۰۳۰۱۰۶۸۰۰۰۲۹۰ مورخ ۱۴۰۴/۰۲/۱۰ آقای علی محمدی فرزند حسین به شماره ملی ۰۰۷۹۸۵۴۱۲۳ نسبت به ششدانگ یک قطعه زمین مزروعی به مساحت ۲۱۰ متر مربع قسمتی از پلاک ۱۸۹ اصلی واقع در بخش ۱۱ حوزه ثبت ملک ملارد. — [7, 81, 150, 102]
notice-entry: رای شماره ۱۴۰۴۶۰۳۰۱۰۶۸۰۰۰۴۲۶ مورخ ۱۴۰۴/۰۳/۰۴ آقای کامران اسدی فرزند بهرام به شماره ملی ۰۰۵۴۳۲۱۸۷۶ نسبت به ششدانگ یک قطعه زمین با بنای احداثی به مساحت ۲۱۵ متر مربع قسمتی از پلاک ۱۶۱ اصلی. — [312, 196, 455, 212]
notice-entry: رای شماره ۱۴۰۴۶۰۳۰۱۰۶۸۰۰۰۳۲۵ مورخ ۱۴۰۴/۰۲/۱۷ خانم زهرا موسوی فرزند سید علی نسبت به ششدانگ یک قطعه زمین مزروعی به مساحت ۳۰۰ متر مربع قسمتی از پلاک ۱۵۱ اصلی واقع در بخش ۱۱ تهران. — [159, 480, 302, 496]
column-4 — [5, 30, 152, 903]
notice-entry: رای شماره ۱۴۰۴۶۰۳۰۱۰۶۸۰۰۰۳۰۴ مورخ ۱۴۰۴/۰۲/۱۴ آقای حسن کریمی فرزند عباس نسبت به ششدانگ یک قطعه زمین با بنای احداثی به مساحت ۲۴۰ متر مربع قسمتی از پلاک ۱۶۱ اصلی واقع در بخش ۱۱ ثبت تهران. — [159, 447, 302, 463]
notice-entry: رای شماره ۱۴۰۴۶۰۳۰۱۰۶۸۰۰۰۲۹۱ مورخ ۱۴۰۴/۰۲/۱۰ خانم فاطمه رضایی فرزند محمد به شماره ملی ۰۰۸۱۲۴۵۶۷۸ نسبت به ششدانگ یک باب ساختمان به مساحت ۱۸۵ متر مربع قسمتی از پلاک ۲ فرعی از ۱۶۵ اصلی واقع در بخش ۱۱ تهران. — [464, 125, 607, 146]
notice-entry: رای شماره ۱۴۰۴۶۰۳۰۱۰۶۸۰۰۰۳۱۲ مورخ ۱۴۰۴/۰۲/۱۵ آقای مهدی احمدی فرزند غلامرضا به شماره ملی ۴۳۲۱۵۶۷۸۹۰ نسبت به ششدانگ یک باب خانه به مساحت ۱۵۰ متر مربع قسمتی از پلاک ۱۴۹ اصلی. — [159, 464, 302, 480]
notice-entry: رای شماره ۱۴۰۴۶۰۳۰۱۰۶۸۰۰۰۴۰۱ مورخ ۱۴۰۴/۰۲/۳۱ آقای امیر حیدری فرزند رحیم نسبت به ششدانگ یک قطعه زمین به مساحت ۲۸۰ متر مربع قسمتی از پلاک ۱۶۵ اصلی واقع در بخش ۱۱ ثبت تهران. — [7, 803, 150, 819]
notice-entry: رای شماره ۱۴۰۴۶۰۳۰۱۰۶۸۰۰۰۳۸۵ مورخ ۱۴۰۴/۰۲/۲۸ خانم نرگس کاظمی فرزند حمید نسبت به ششدانگ یک قطعه زمین مزروعی به مساحت ۲۲۰ متر مربع قسمتی از پلاک ۱۵۱ اصلی واقع در بخش ۱۱ تهران. — [464, 793, 607, 809]
notice-entry: رای شماره ۱۴۰۴۶۰۳۰۱۰۶۸۰۰۰۴۰۱ مورخ ۱۴۰۴/۰۲/۳۱ آقای امیر حیدری فرزند رحیم نسبت به ششدانگ یک قطعه زمین به مساحت ۲۸۰ متر مربع قسمتی از پلاک ۱۶۵ اصلی واقع در بخش ۱۱ ثبت تهران. — [7, 289, 150, 305]
notice-entry: رای شماره ۱۴۰۴۶۰۳۰۱۰۶۸۰۰۰۳۹۴ مورخ ۱۴۰۴/۰۲/۳۰ آقای جواد قربانی فرزند ناصر نسبت به ششدانگ یک باب خانه به مساحت ۱۶۵ متر مربع قسمتی از پلاک ۱۵۶ اصلی. — [7, 529, 150, 546]
notice-entry: رای شماره ۱۴۰۴۶۰۳۰۱۰۶۸۰۰۰۳۵۶ مورخ ۱۴۰۴/۰۲/۲۳ خانم مریم حسینی فرزند جواد نسبت به ششدانگ یک باب خانه به مساحت ۱۷۵ متر مربع قسمتی از پلاک ۱۸۹ اصلی. — [464, 743, 607, 760]
notice-entry: رای شماره ۱۴۰۴۶۰۳۰۱۰۶۸۰۰۰۳۴۱ مورخ ۱۴۰۴/۰۲/۲۱ آقای محمود صادقی فرزند قاسم نسبت به ششدانگ یک قطعه زمین به مساحت ۲۰۰ متر مربع قسمتی از پلاک ۱۶۵ اصلی واقع در بخش ۱۱ ثبت تهران. — [7, 447, 150, 463]
notice-entry: رای شماره ۱۴۰۴۶۰۳۰۱۰۶۸۰۰۰۲۹۱ مورخ ۱۴۰۴/۰۲/۱۰ خانم فاطمه رضایی فرزند محمد به شماره ملی ۰۰۸۱۲۴۵۶۷۸ نسبت به ششدانگ یک باب ساختمان به مساحت ۱۸۵ متر مربع قسمتی از پلاک ۲ فرعی از ۱۶۵ اصلی واقع در بخش ۱۱ تهران. — [312, 749, 455, 770]
column-4-entries — [5, 32, 152, 903]
notice-entry: رای شماره ۱۴۰۴۶۰۳۰۱۰۶۸۰۰۰۴۲۶ مورخ ۱۴۰۴/۰۳/۰۴ آقای کامران اسدی فرزند بهرام به شماره ملی ۰۰۵۴۳۲۱۸۷۶ نسبت به ششدانگ یک قطعه زمین با بنای احداثی به مساحت ۲۱۵ متر مربع قسمتی از پلاک ۱۶۱ اصلی. — [464, 601, 607, 618]
notice-entry: رای شماره ۱۴۰۴۶۰۳۰۱۰۶۸۰۰۰۳۱۲ مورخ ۱۴۰۴/۰۲/۱۵ آقای مهدی احمدی فرزند غلامرضا به شماره ملی ۴۳۲۱۵۶۷۸۹۰ نسبت به ششدانگ یک باب خانه به مساحت ۱۵۰ متر مربع قسمتی از پلاک ۱۴۹ اصلی. — [312, 787, 455, 803]
notice-entry: رای شماره ۱۴۰۴۶۰۳۰۱۰۶۸۰۰۰۲۹۰ مورخ ۱۴۰۴/۰۲/۱۰ آقای علی محمدی فرزند حسین به شماره ملی ۰۰۷۹۸۵۴۱۲۳ نسبت به ششدانگ یک قطعه زمین مزروعی به مساحت ۲۱۰ متر مربع قسمتی از پلاک ۱۸۹ اصلی واقع در بخش ۱۱ حوزه ثبت ملک ملارد. — [464, 104, 607, 125]
notice-entry: رای شماره ۱۴۰۴۶۰۳۰۱۰۶۸۰۰۰۳۵۶ مورخ ۱۴۰۴/۰۲/۲۳ خانم مریم حسینی فرزند جواد نسبت به ششدانگ یک باب خانه به مساحت ۱۷۵ متر مربع قسمتی از پلاک ۱۸۹ اصلی. — [159, 529, 302, 546]
notice-entry: رای شماره ۱۴۰۴۶۰۳۰۱۰۶۸۰۰۰۳۴۱ مورخ ۱۴۰۴/۰۲/۲۱ آقای محمود صادقی فرزند قاسم نسبت به ششدانگ یک قطعه زمین به مساحت ۲۰۰ متر مربع قسمتی از پلاک ۱۶۵ اصلی واقع در بخش ۱۱ ثبت تهران. — [464, 470, 608, 486]
notice-entry: رای شماره ۱۴۰۴۶۰۳۰۱۰۶۸۰۰۰۳۲۵ مورخ ۱۴۰۴/۰۲/۱۷ خانم زهرا موسوی فرزند سید علی نسبت به ششدانگ یک قطعه زمین مزروعی به مساحت ۳۰۰ متر مربع قسمتی از پلاک ۱۵۱ اصلی واقع در بخش ۱۱ تهران. — [7, 671, 150, 688]
notice-entry: رای شماره ۱۴۰۴۶۰۳۰۱۰۶۸۰۰۰۳۷۲ مورخ ۱۴۰۴/۰۲/۲۷ آقای سعید رحیمی فرزند مجید به شماره ملی ۰۰۷۱۲۳۴۵۶۷ نسبت به ششدانگ یک باب ساختمان به مساحت ۱۴۰ متر مربع قسمتی از پلاک ۱۴۹ اصلی. — [312, 371, 455, 387]
column-2-entries — [310, 32, 457, 903]
notice-entry: رای شماره ۱۴۰۴۶۰۳۰۱۰۶۸۰۰۰۳۴۱ مورخ ۱۴۰۴/۰۲/۲۱ آقای محمود صادقی فرزند قاسم نسبت به ششدانگ یک قطعه زمین به مساحت ۲۰۰ متر مربع قسمتی از پلاک ۱۶۵ اصلی واقع در بخش ۱۱ ثبت تهران. — [312, 64, 455, 81]
notice-entry: رای شماره ۱۴۰۴۶۰۳۰۱۰۶۸۰۰۰۳۳۸ مورخ ۱۴۰۴/۰۲/۲۰ آقای رضا نوری فرزند اکبر به شماره ملی ۰۰۶۵۴۳۲۱۰۹ نسبت به ششدانگ یک باب ساختمان به مساحت ۱۲۰ متر مربع قسمتی از پلاک ۱۵۶ اصلی. — [312, 820, 455, 836]
notice-entry: رای شماره ۱۴۰۴۶۰۳۰۱۰۶۸۰۰۰۳۰۴ مورخ ۱۴۰۴/۰۲/۱۴ آقای حسن کریمی فرزند عباس نسبت به ششدانگ یک قطعه زمین با بنای احداثی به مساحت ۲۴۰ متر مربع قسمتی از پلاک ۱۶۱ اصلی واقع در بخش ۱۱ ثبت تهران. — [7, 381, 150, 397]
notice-entry: رای شماره ۱۴۰۴۶۰۳۰۱۰۶۸۰۰۰۳۳۸ مورخ ۱۴۰۴/۰۲/۲۰ آقای رضا نوری فرزند اکبر به شماره ملی ۰۰۶۵۴۳۲۱۰۹ نسبت به ششدانگ یک باب ساختمان به مساحت ۱۲۰ متر مربع قسمتی از پلاک ۱۵۶ اصلی. — [312, 305, 455, 321]
notice-entry: رای شماره ۱۴۰۴۶۰۳۰۱۰۶۸۰۰۰۴۲۶ مورخ ۱۴۰۴/۰۳/۰۴ آقای کامران اسدی فرزند بهرام به شماره ملی ۰۰۵۴۳۲۱۸۷۶ نسبت به ششدانگ یک قطعه زمین با بنای احداثی به مساحت ۲۱۵ متر مربع قسمتی از پلاک ۱۶۱ اصلی. — [464, 859, 607, 875]
notice-entry: رای شماره ۱۴۰۴۶۰۳۰۱۰۶۸۰۰۰۳۹۴ مورخ ۱۴۰۴/۰۲/۳۰ آقای جواد قربانی فرزند ناصر نسبت به ششدانگ یک باب خانه به مساحت ۱۶۵ متر مربع قسمتی از پلاک ۱۵۶ اصلی. — [464, 552, 608, 568]
notice-entry: رای شماره ۱۴۰۴۶۰۳۰۱۰۶۸۰۰۰۳۷۲ مورخ ۱۴۰۴/۰۲/۲۷ آقای سعید رحیمی فرزند مجید به شماره ملی ۰۰۷۱۲۳۴۵۶۷ نسبت به ششدانگ یک باب ساختمان به مساحت ۱۴۰ متر مربع قسمتی از پلاک ۱۴۹ اصلی. — [7, 239, 150, 255]
notice-entry: رای شماره ۱۴۰۴۶۰۳۰۱۰۶۸۰۰۰۲۹۱ مورخ ۱۴۰۴/۰۲/۱۰ خانم فاطمه رضایی فرزند محمد به شماره ملی ۰۰۸۱۲۴۵۶۷۸ نسبت به ششدانگ یک باب ساختمان به مساحت ۱۸۵ متر مربع قسمتی از پلاک ۲ فرعی از ۱۶۵ اصلی واقع در بخش ۱۱ تهران. — [464, 382, 607, 404]
notice-entry: رای شماره ۱۴۰۴۶۰۳۰۱۰۶۸۰۰۰۳۱۲ مورخ ۱۴۰۴/۰۲/۱۵ آقای مهدی احمدی فرزند غلامرضا به شماره ملی ۴۳۲۱۵۶۷۸۹۰ نسبت به ششدانگ یک باب خانه به مساحت ۱۵۰ متر مربع قسمتی از پلاک ۱۴۹ اصلی. — [464, 163, 607, 179]
notice-entry: رای شماره ۱۴۰۴۶۰۳۰۱۰۶۸۰۰۰۳۲۵ مورخ ۱۴۰۴/۰۲/۱۷ خانم زهرا موسوی فرزند سید علی نسبت به ششدانگ یک قطعه زمین مزروعی به مساحت ۳۰۰ متر مربع قسمتی از پلاک ۱۵۱ اصلی واقع در بخش ۱۱ تهران. — [312, 32, 455, 48]
notice-entry: رای شماره ۱۴۰۴۶۰۳۰۱۰۶۸۰۰۰۲۹۰ مورخ ۱۴۰۴/۰۲/۱۰ آقای علی محمدی فرزند حسین به شماره ملی ۰۰۷۹۸۵۴۱۲۳ نسبت به ششدانگ یک قطعه زمین مزروعی به مساحت ۲۱۰ متر مربع قسمتی از پلاک ۱۸۹ اصلی واقع در بخش ۱۱ حوزه ثبت ملک ملارد. — [312, 470, 455, 491]
notice-entry: رای شماره ۱۴۰۴۶۰۳۰۱۰۶۸۰۰۰۴۰۱ مورخ ۱۴۰۴/۰۲/۳۱ آقای امیر حیدری فرزند رحیم نسبت به ششدانگ یک قطعه زمین به مساحت ۲۸۰ متر مربع قسمتی از پلاک ۱۶۵ اصلی واقع در بخش ۱۱ ثبت تهران. — [312, 420, 455, 437]
notice-entry: رای شماره ۱۴۰۴۶۰۳۰۱۰۶۸۰۰۰۳۰۴ مورخ ۱۴۰۴/۰۲/۱۴ آقای حسن کریمی فرزند عباس نسبت به ششدانگ یک قطعه زمین با بنای احداثی به مساحت ۲۴۰ متر مربع قسمتی از پلاک ۱۶۱ اصلی واقع در بخش ۱۱ ثبت تهران. — [464, 661, 607, 677]
notice-entry: رای شماره ۱۴۰۴۶۰۳۰۱۰۶۸۰۰۰۲۹۰ مورخ ۱۴۰۴/۰۲/۱۰ آقای علی محمدی فرزند حسین به شماره ملی ۰۰۷۹۸۵۴۱۲۳ نسبت به ششدانگ یک قطعه زمین مزروعی به مساحت ۲۱۰ متر مربع قسمتی از پلاک ۱۸۹ اصلی واقع در بخش ۱۱ حوزه ثبت ملک ملارد. — [464, 361, 607, 382]
notice-entry: رای شماره ۱۴۰۴۶۰۳۰۱۰۶۸۰۰۰۳۸۵ مورخ ۱۴۰۴/۰۲/۲۸ خانم نرگس کاظمی فرزند حمید نسبت به ششدانگ یک قطعه زمین مزروعی به مساحت ۲۲۰ متر مربع قسمتی از پلاک ۱۵۱ اصلی واقع در بخش ۱۱ تهران. — [159, 64, 302, 81]
notice-entry: رای شماره ۱۴۰۴۶۰۳۰۱۰۶۸۰۰۰۳۰۴ مورخ ۱۴۰۴/۰۲/۱۴ آقای حسن کریمی فرزند عباس نسبت به ششدانگ یک قطعه زمین با بنای احداثی به مساحت ۲۴۰ متر مربع قسمتی از پلاک ۱۶۱ اصلی واقع در بخش ۱۱ ثبت تهران. — [159, 190, 302, 206]
notice-entry: رای شماره ۱۴۰۴۶۰۳۰۱۰۶۸۰۰۰۴۱۳ مورخ ۱۴۰۴/۰۳/۰۳ خانم سمیه باقری فرزند ابراهیم نسبت به ششدانگ یک باب ساختمان به مساحت ۱۳۰ متر مربع قسمتی از پلاک ۱۸۹ اصلی. — [159, 114, 302, 130]
notice-entry: رای شماره ۱۴۰۴۶۰۳۰۱۰۶۸۰۰۰۴۱۳ مورخ ۱۴۰۴/۰۳/۰۳ خانم سمیه باقری فرزند ابراهیم نسبت به ششدانگ یک باب ساختمان به مساحت ۱۳۰ متر مربع قسمتی از پلاک ۱۸۹ اصلی. — [464, 842, 607, 858]
notice-entry: رای شماره ۱۴۰۴۶۰۳۰۱۰۶۸۰۰۰۳۰۴ مورخ ۱۴۰۴/۰۲/۱۴ آقای حسن کریمی فرزند عباس نسبت به ششدانگ یک قطعه زمین با بنای احداثی به مساحت ۲۴۰ متر مربع قسمتی از پلاک ۱۶۱ اصلی واقع در بخش ۱۱ ثبت تهران. — [312, 770, 455, 786]
notice-entry: رای شماره ۱۴۰۴۶۰۳۰۱۰۶۸۰۰۰۲۹۰ مورخ ۱۴۰۴/۰۲/۱۰ آقای علی محمدی فرزند حسین به شماره ملی ۰۰۷۹۸۵۴۱۲۳ نسبت به ششدانگ یک قطعه زمین مزروعی به مساحت ۲۱۰ متر مربع قسمتی از پلاک ۱۸۹ اصلی واقع در بخش ۱۱ حوزه ثبت ملک ملارد. — [159, 147, 302, 168]
notice-entry: رای شماره ۱۴۰۴۶۰۳۰۱۰۶۸۰۰۰۳۸۵ مورخ ۱۴۰۴/۰۲/۲۸ خانم نرگس کاظمی فرزند حمید نسبت به ششدانگ یک قطعه زمین مزروعی به مساحت ۲۲۰ متر مربع قسمتی از پلاک ۱۵۱ اصلی واقع در بخش ۱۱ تهران. — [159, 579, 302, 595]
notice-entry: رای شماره ۱۴۰۴۶۰۳۰۱۰۶۸۰۰۰۲۹۱ مورخ ۱۴۰۴/۰۲/۱۰ خانم فاطمه رضایی فرزند محمد به شماره ملی ۰۰۸۱۲۴۵۶۷۸ نسبت به ششدانگ یک باب ساختمان به مساحت ۱۸۵ متر مربع قسمتی از پلاک ۲ فرعی از ۱۶۵ اصلی واقع در بخش ۱۱ تهران. — [159, 426, 302, 447]
notice-entry: رای شماره ۱۴۰۴۶۰۳۰۱۰۶۸۰۰۰۳۵۶ مورخ ۱۴۰۴/۰۲/۲۳ خانم مریم حسینی فرزند جواد نسبت به ششدانگ یک باب خانه به مساحت ۱۷۵ متر مربع قسمتی از پلاک ۱۸۹ اصلی. — [159, 272, 302, 288]
notice-entry: رای شماره ۱۴۰۴۶۰۳۰۱۰۶۸۰۰۰۳۰۴ مورخ ۱۴۰۴/۰۲/۱۴ آقای حسن کریمی فرزند عباس نسبت به ششدانگ یک قطعه زمین با بنای احداثی به مساحت ۲۴۰ متر مربع قسمتی از پلاک ۱۶۱ اصلی واقع در بخش ۱۱ ثبت تهران. — [464, 404, 607, 420]
notice-entry: رای شماره ۱۴۰۴۶۰۳۰۱۰۶۸۰۰۰۴۱۳ مورخ ۱۴۰۴/۰۳/۰۳ خانم سمیه باقری فرزند ابراهیم نسبت به ششدانگ یک باب ساختمان به مساحت ۱۳۰ متر مربع قسمتی از پلاک ۱۸۹ اصلی. — [464, 328, 607, 344]
notice-entry: رای شماره ۱۴۰۴۶۰۳۰۱۰۶۸۰۰۰۳۹۴ مورخ ۱۴۰۴/۰۲/۳۰ آقای جواد قربانی فرزند ناصر نسبت به ششدانگ یک باب خانه به مساحت ۱۶۵ متر مربع قسمتی از پلاک ۱۵۶ اصلی. — [7, 272, 150, 288]
notice-entry: رای شماره ۱۴۰۴۶۰۳۰۱۰۶۸۰۰۰۴۲۶ مورخ ۱۴۰۴/۰۳/۰۴ آقای کامران اسدی فرزند بهرام به شماره ملی ۰۰۵۴۳۲۱۸۷۶ نسبت به ششدانگ یک قطعه زمین با بنای احداثی به مساحت ۲۱۵ متر مربع قسمتی از پلاک ۱۶۱ اصلی. — [312, 453, 455, 470]
notice-entry: رای شماره ۱۴۰۴۶۰۳۰۱۰۶۸۰۰۰۳۰۴ مورخ ۱۴۰۴/۰۲/۱۴ آقای حسن کریمی فرزند عباس نسبت به ششدانگ یک قطعه زمین با بنای احداثی به مساحت ۲۴۰ متر مربع قسمتی از پلاک ۱۶۱ اصلی واقع در بخش ۱۱ ثبت تهران. — [159, 704, 302, 721]
notice-entry: رای شماره ۱۴۰۴۶۰۳۰۱۰۶۸۰۰۰۴۰۱ مورخ ۱۴۰۴/۰۲/۳۱ آقای امیر حیدری فرزند رحیم نسبت به ششدانگ یک قطعه زمین به مساحت ۲۸۰ متر مربع قسمتی از پلاک ۱۶۵ اصلی واقع در بخش ۱۱ ثبت تهران. — [159, 97, 302, 114]
notice-entry: رای شماره ۱۴۰۴۶۰۳۰۱۰۶۸۰۰۰۳۳۸ مورخ ۱۴۰۴/۰۲/۲۰ آقای رضا نوری فرزند اکبر به شماره ملی ۰۰۶۵۴۳۲۱۰۹ نسبت به ششدانگ یک باب ساختمان به مساحت ۱۲۰ متر مربع قسمتی از پلاک ۱۵۶ اصلی. — [7, 431, 150, 447]
column-3-entries — [158, 32, 305, 903]
notice-entry: رای شماره ۱۴۰۴۶۰۳۰۱۰۶۸۰۰۰۲۹۱ مورخ ۱۴۰۴/۰۲/۱۰ خانم فاطمه رضایی فرزند محمد به شماره ملی ۰۰۸۱۲۴۵۶۷۸ نسبت به ششدانگ یک باب ساختمان به مساحت ۱۸۵ متر مربع قسمتی از پلاک ۲ فرعی از ۱۶۵ اصلی واقع در بخش ۱۱ تهران. — [159, 168, 302, 190]
notice-entry: رای شماره ۱۴۰۴۶۰۳۰۱۰۶۸۰۰۰۳۵۶ مورخ ۱۴۰۴/۰۲/۲۳ خانم مریم حسینی فرزند جواد نسبت به ششدانگ یک باب خانه به مساحت ۱۷۵ متر مربع قسمتی از پلاک ۱۸۹ اصلی. — [312, 853, 455, 869]
notice-entry: رای شماره ۱۴۰۴۶۰۳۰۱۰۶۸۰۰۰۴۲۶ مورخ ۱۴۰۴/۰۳/۰۴ آقای کامران اسدی فرزند بهرام به شماره ملی ۰۰۵۴۳۲۱۸۷۶ نسبت به ششدانگ یک قطعه زمین با بنای احداثی به مساحت ۲۱۵ متر مربع قسمتی از پلاک ۱۶۱ اصلی. — [7, 64, 150, 81]
